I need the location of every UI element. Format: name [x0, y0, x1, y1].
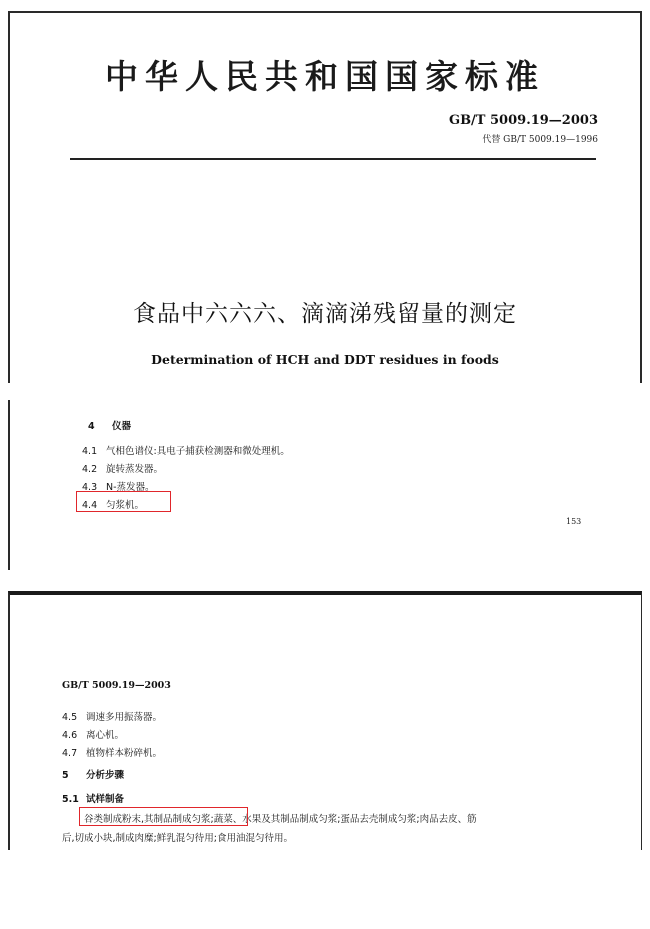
list-item: 4.6 离心机。: [62, 730, 125, 741]
divider-rule: [70, 158, 596, 160]
page-number: 153: [566, 517, 582, 526]
page-excerpt-analysis: [8, 591, 642, 850]
national-standard-title: 中华人民共和国国家标准: [105, 57, 545, 96]
document-title-english: Determination of HCH and DDT residues in foods: [151, 352, 499, 367]
paragraph-line-1: 谷类制成粉末,其制品制成匀浆;蔬菜、水果及其制品制成匀浆;蛋品去壳制成匀浆;肉品去皮、筋: [84, 814, 477, 825]
replaces-standard: 代替 GB/T 5009.19—1996: [482, 135, 598, 145]
page-excerpt-instruments: [8, 400, 642, 570]
highlighted-phrase: 谷类制成粉末,其制品制成匀浆: [84, 814, 211, 825]
section-heading-4: 4 仪器: [88, 421, 132, 432]
section-heading-5: 5 分析步骤: [62, 770, 125, 781]
standard-code: GB/T 5009.19—2003: [448, 113, 598, 128]
highlight-box: [79, 807, 248, 826]
page-header-code: GB/T 5009.19—2003: [62, 680, 171, 691]
list-item: 4.2 旋转蒸发器。: [82, 464, 164, 475]
subsection-heading-5-1: 5.1 试样制备: [62, 794, 125, 805]
paragraph-line-2: 后,切成小块,制成肉糜;鲜乳混匀待用;食用油混匀待用。: [62, 833, 293, 844]
list-item-highlighted: 4.4 匀浆机。: [82, 500, 145, 511]
document-title-chinese: 食品中六六六、滴滴涕残留量的测定: [133, 301, 517, 327]
list-item: 4.5 调速多用振荡器。: [62, 712, 163, 723]
highlight-box: [76, 491, 171, 512]
cover-page: [8, 11, 642, 383]
list-item: 4.3 N-蒸发器。: [82, 482, 155, 493]
list-item: 4.1 气相色谱仪:具电子捕获检测器和微处理机。: [82, 446, 290, 457]
list-item: 4.7 植物样本粉碎机。: [62, 748, 163, 759]
